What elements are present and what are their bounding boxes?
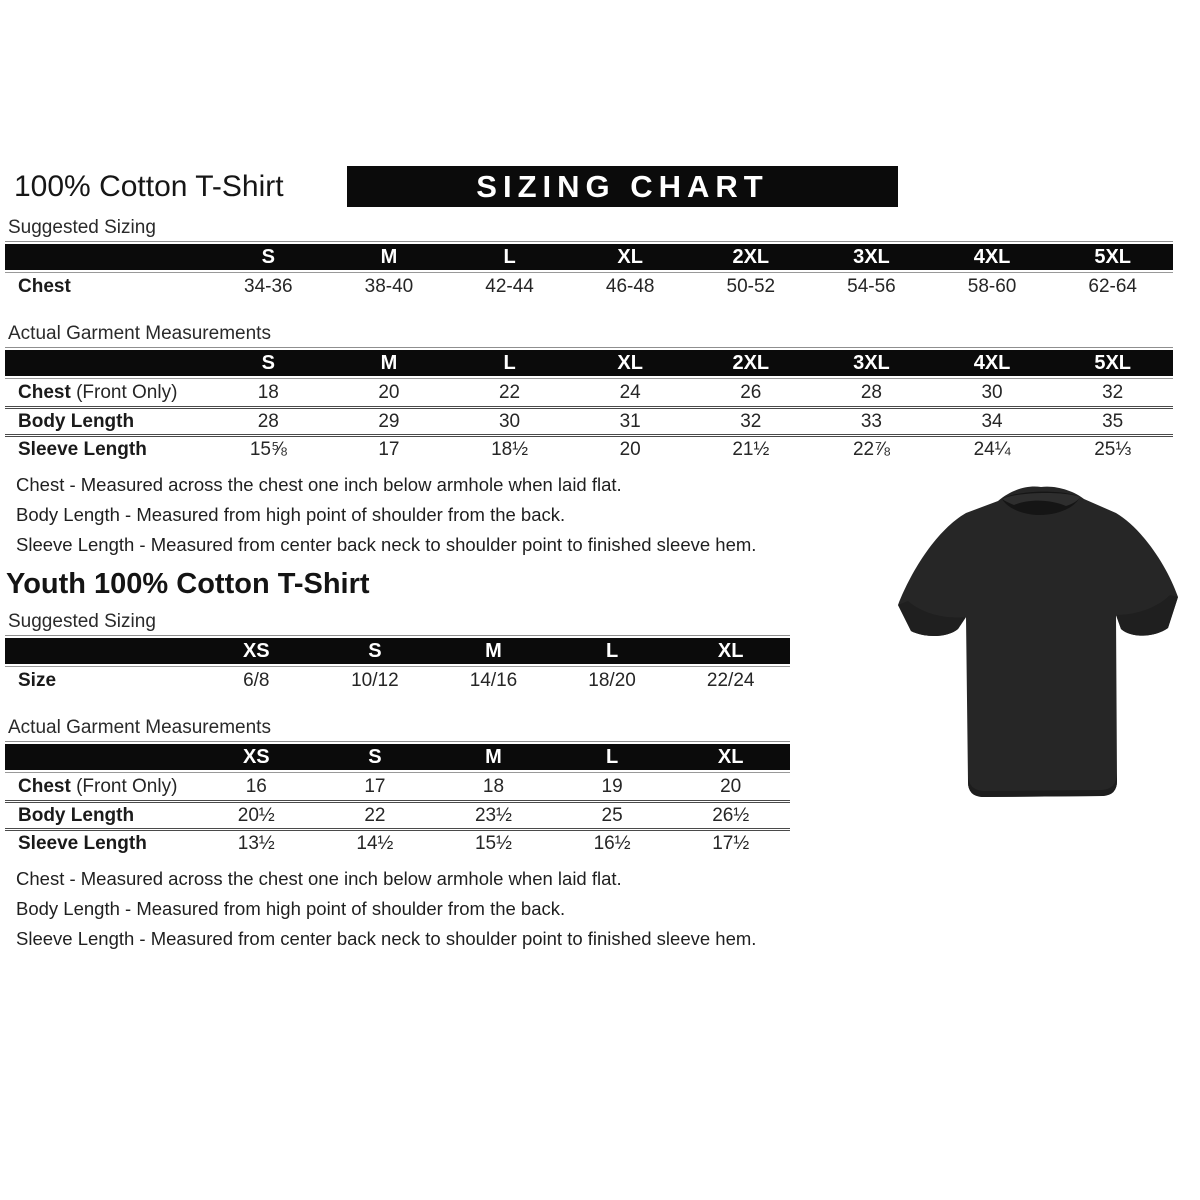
size-col-header: 4XL <box>932 244 1053 272</box>
row-label-text: Chest <box>18 381 71 403</box>
cell: 17½ <box>671 828 790 856</box>
note-body-length: Body Length - Measured from high point of shoulder from the back. <box>16 898 566 919</box>
table-row-sleeve-length <box>5 434 1173 462</box>
tshirt-image <box>878 465 1200 815</box>
header-spacer <box>5 638 197 666</box>
row-label <box>5 828 197 856</box>
size-col-header: 3XL <box>811 244 932 272</box>
size-col-header: L <box>449 244 570 272</box>
row-label-text: Body Length <box>18 804 135 826</box>
row-label-suffix: (Front Only) <box>70 381 178 403</box>
row-label <box>5 772 197 800</box>
table-row-body-length <box>5 800 790 828</box>
size-col-header: 5XL <box>1052 350 1173 378</box>
cell: 32 <box>691 406 812 434</box>
row-label-text: Chest <box>18 775 71 797</box>
cell: 14/16 <box>434 666 553 695</box>
cell: 29 <box>329 406 450 434</box>
size-col-header: S <box>316 638 435 666</box>
cell: 20 <box>329 378 450 406</box>
cell: 28 <box>811 378 932 406</box>
header-spacer <box>5 744 197 772</box>
size-col-header: XL <box>671 744 790 772</box>
row-label <box>5 272 208 301</box>
size-col-header: XL <box>570 350 691 378</box>
size-col-header: XS <box>197 638 316 666</box>
youth-section-title: Youth 100% Cotton T-Shirt <box>6 568 370 600</box>
row-label-text: Body Length <box>18 410 135 432</box>
size-col-header: L <box>449 350 570 378</box>
row-label <box>5 434 208 462</box>
cell: 18 <box>208 378 329 406</box>
cell: 33 <box>811 406 932 434</box>
header-row <box>0 0 1200 207</box>
cell: 35 <box>1052 406 1173 434</box>
youth-suggested-table <box>5 638 790 695</box>
cell: 34 <box>932 406 1053 434</box>
table-row-sleeve-length <box>5 828 790 856</box>
row-label-text: Sleeve Length <box>18 438 147 460</box>
youth-actual-label: Actual Garment Measurements <box>5 717 790 742</box>
cell: 20 <box>570 434 691 462</box>
cell: 22⅞ <box>811 434 932 462</box>
cell: 46-48 <box>570 272 691 301</box>
cell: 15½ <box>434 828 553 856</box>
header-spacer <box>5 350 208 378</box>
cell: 30 <box>932 378 1053 406</box>
cell: 22/24 <box>671 666 790 695</box>
size-col-header: 3XL <box>811 350 932 378</box>
cell: 15⅝ <box>208 434 329 462</box>
table-row-body-length <box>5 406 1173 434</box>
size-col-header: M <box>434 744 553 772</box>
cell: 18½ <box>449 434 570 462</box>
cell: 42-44 <box>449 272 570 301</box>
adult-actual-label: Actual Garment Measurements <box>5 323 1173 348</box>
header-row <box>5 350 1173 378</box>
row-label-text: Sleeve Length <box>18 832 147 854</box>
header-row <box>5 244 1173 272</box>
cell: 30 <box>449 406 570 434</box>
cell: 21½ <box>691 434 812 462</box>
cell: 62-64 <box>1052 272 1173 301</box>
note-body-length: Body Length - Measured from high point of shoulder from the back. <box>16 504 566 525</box>
cell: 6/8 <box>197 666 316 695</box>
sizing-chart-banner: SIZING CHART <box>347 166 898 207</box>
cell: 28 <box>208 406 329 434</box>
size-col-header: 2XL <box>691 244 812 272</box>
cell: 20 <box>671 772 790 800</box>
header-row <box>5 744 790 772</box>
size-col-header: S <box>316 744 435 772</box>
cell: 22 <box>316 800 435 828</box>
cell: 18 <box>434 772 553 800</box>
cell: 22 <box>449 378 570 406</box>
cell: 25⅓ <box>1052 434 1173 462</box>
cell: 24¼ <box>932 434 1053 462</box>
size-col-header: 4XL <box>932 350 1053 378</box>
size-col-header: M <box>329 244 450 272</box>
note-sleeve-length: Sleeve Length - Measured from center back neck to shoulder point to finished sleeve hem. <box>16 928 757 949</box>
adult-actual-table <box>5 350 1173 462</box>
cell: 17 <box>329 434 450 462</box>
cell: 26 <box>691 378 812 406</box>
tshirt-photo <box>878 465 1200 815</box>
cell: 14½ <box>316 828 435 856</box>
table-row-chest <box>5 378 1173 406</box>
adult-suggested-label: Suggested Sizing <box>5 217 1173 242</box>
row-label-text: Size <box>18 670 57 691</box>
note-chest: Chest - Measured across the chest one inch below armhole when laid flat. <box>16 868 622 889</box>
size-col-header: L <box>553 744 672 772</box>
cell: 24 <box>570 378 691 406</box>
cell: 20½ <box>197 800 316 828</box>
size-col-header: M <box>434 638 553 666</box>
youth-measurement-notes <box>16 864 1200 954</box>
size-col-header: 5XL <box>1052 244 1173 272</box>
adult-suggested-table <box>5 244 1173 301</box>
cell: 54-56 <box>811 272 932 301</box>
cell: 31 <box>570 406 691 434</box>
size-col-header: M <box>329 350 450 378</box>
size-col-header: S <box>208 350 329 378</box>
cell: 23½ <box>434 800 553 828</box>
cell: 58-60 <box>932 272 1053 301</box>
cell: 34-36 <box>208 272 329 301</box>
table-row-chest <box>5 772 790 800</box>
cell: 38-40 <box>329 272 450 301</box>
cell: 26½ <box>671 800 790 828</box>
row-label <box>5 406 208 434</box>
cell: 13½ <box>197 828 316 856</box>
youth-actual-table <box>5 744 790 856</box>
cell: 17 <box>316 772 435 800</box>
size-col-header: XL <box>570 244 691 272</box>
row-label-text: Chest <box>18 276 71 297</box>
size-col-header: 2XL <box>691 350 812 378</box>
cell: 50-52 <box>691 272 812 301</box>
size-col-header: L <box>553 638 672 666</box>
cell: 10/12 <box>316 666 435 695</box>
cell: 16 <box>197 772 316 800</box>
size-col-header: S <box>208 244 329 272</box>
table-row-chest <box>5 272 1173 301</box>
row-label <box>5 378 208 406</box>
cell: 19 <box>553 772 672 800</box>
cell: 16½ <box>553 828 672 856</box>
note-chest: Chest - Measured across the chest one inch below armhole when laid flat. <box>16 474 622 495</box>
cell: 18/20 <box>553 666 672 695</box>
cell: 25 <box>553 800 672 828</box>
table-row-size <box>5 666 790 695</box>
row-label <box>5 666 197 695</box>
size-col-header: XS <box>197 744 316 772</box>
page-title: 100% Cotton T-Shirt <box>14 170 284 203</box>
youth-suggested-label: Suggested Sizing <box>5 611 790 636</box>
note-sleeve-length: Sleeve Length - Measured from center back neck to shoulder point to finished sleeve hem. <box>16 534 757 555</box>
row-label-suffix: (Front Only) <box>70 775 178 797</box>
header-row <box>5 638 790 666</box>
size-col-header: XL <box>671 638 790 666</box>
header-spacer <box>5 244 208 272</box>
row-label <box>5 800 197 828</box>
cell: 32 <box>1052 378 1173 406</box>
